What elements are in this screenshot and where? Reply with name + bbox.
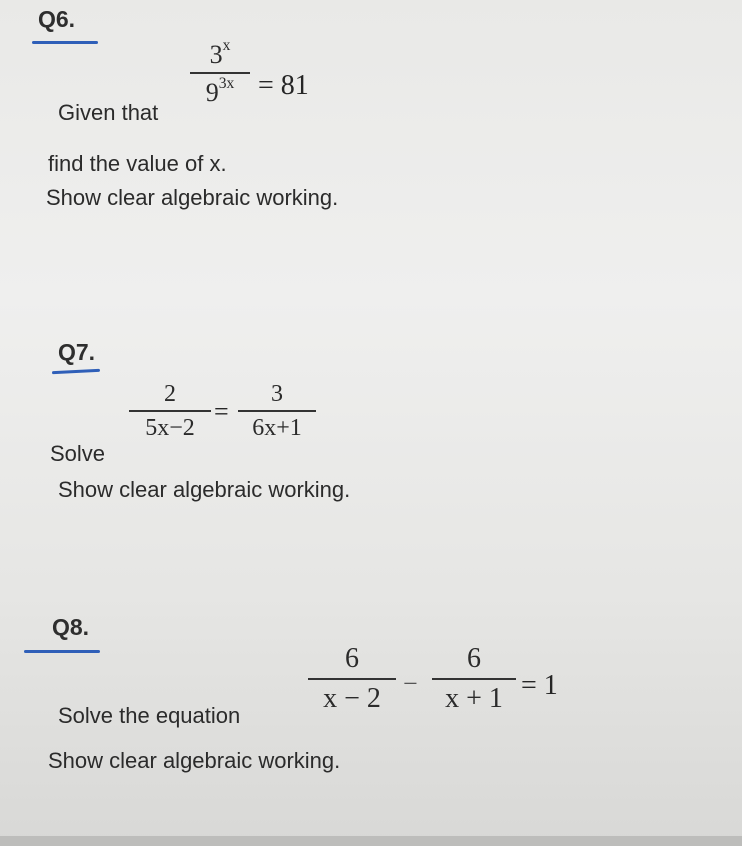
q6-label: Q6.: [38, 6, 76, 32]
q7-instruction: Show clear algebraic working.: [58, 477, 351, 502]
q8-second-numerator: 6: [467, 643, 481, 674]
page-bottom-edge: [0, 836, 742, 846]
q8-rhs: = 1: [521, 670, 558, 701]
q6-instruction-1: find the value of x.: [48, 151, 227, 176]
q6-denominator: $9^{3x}$: [205, 74, 235, 107]
q7-left-numerator: 2: [164, 381, 176, 407]
q7-left-fraction: [129, 382, 211, 440]
q7-right-denominator: 6x+1: [252, 415, 302, 441]
q6-instruction-2: Show clear algebraic working.: [46, 185, 339, 210]
q8-label: Q8.: [52, 614, 90, 640]
q6-rhs: = 81: [258, 70, 309, 101]
q7-underline: [52, 369, 100, 375]
q7-label: Q7.: [58, 339, 96, 365]
q7-equals: =: [214, 397, 229, 426]
q8-first-fraction: [308, 645, 396, 713]
q7-right-fraction: [238, 382, 316, 440]
q8-first-numerator: 6: [345, 643, 359, 674]
q7-right-numerator: 3: [271, 381, 283, 407]
q6-fraction: [190, 36, 250, 107]
q7-solve-text: Solve: [50, 441, 106, 466]
q7-left-denominator: 5x−2: [145, 415, 195, 441]
q8-solve-text: Solve the equation: [58, 703, 241, 728]
q8-minus: −: [403, 669, 418, 698]
q6-underline: [32, 41, 98, 44]
q8-underline: [24, 650, 100, 653]
q6-given-text: Given that: [58, 100, 159, 125]
q8-instruction: Show clear algebraic working.: [48, 748, 341, 773]
q8-second-denominator: x + 1: [445, 683, 503, 714]
q6-numerator: 3$^x$: [209, 36, 231, 69]
q8-first-denominator: x − 2: [323, 683, 381, 714]
q8-second-fraction: [432, 645, 516, 713]
